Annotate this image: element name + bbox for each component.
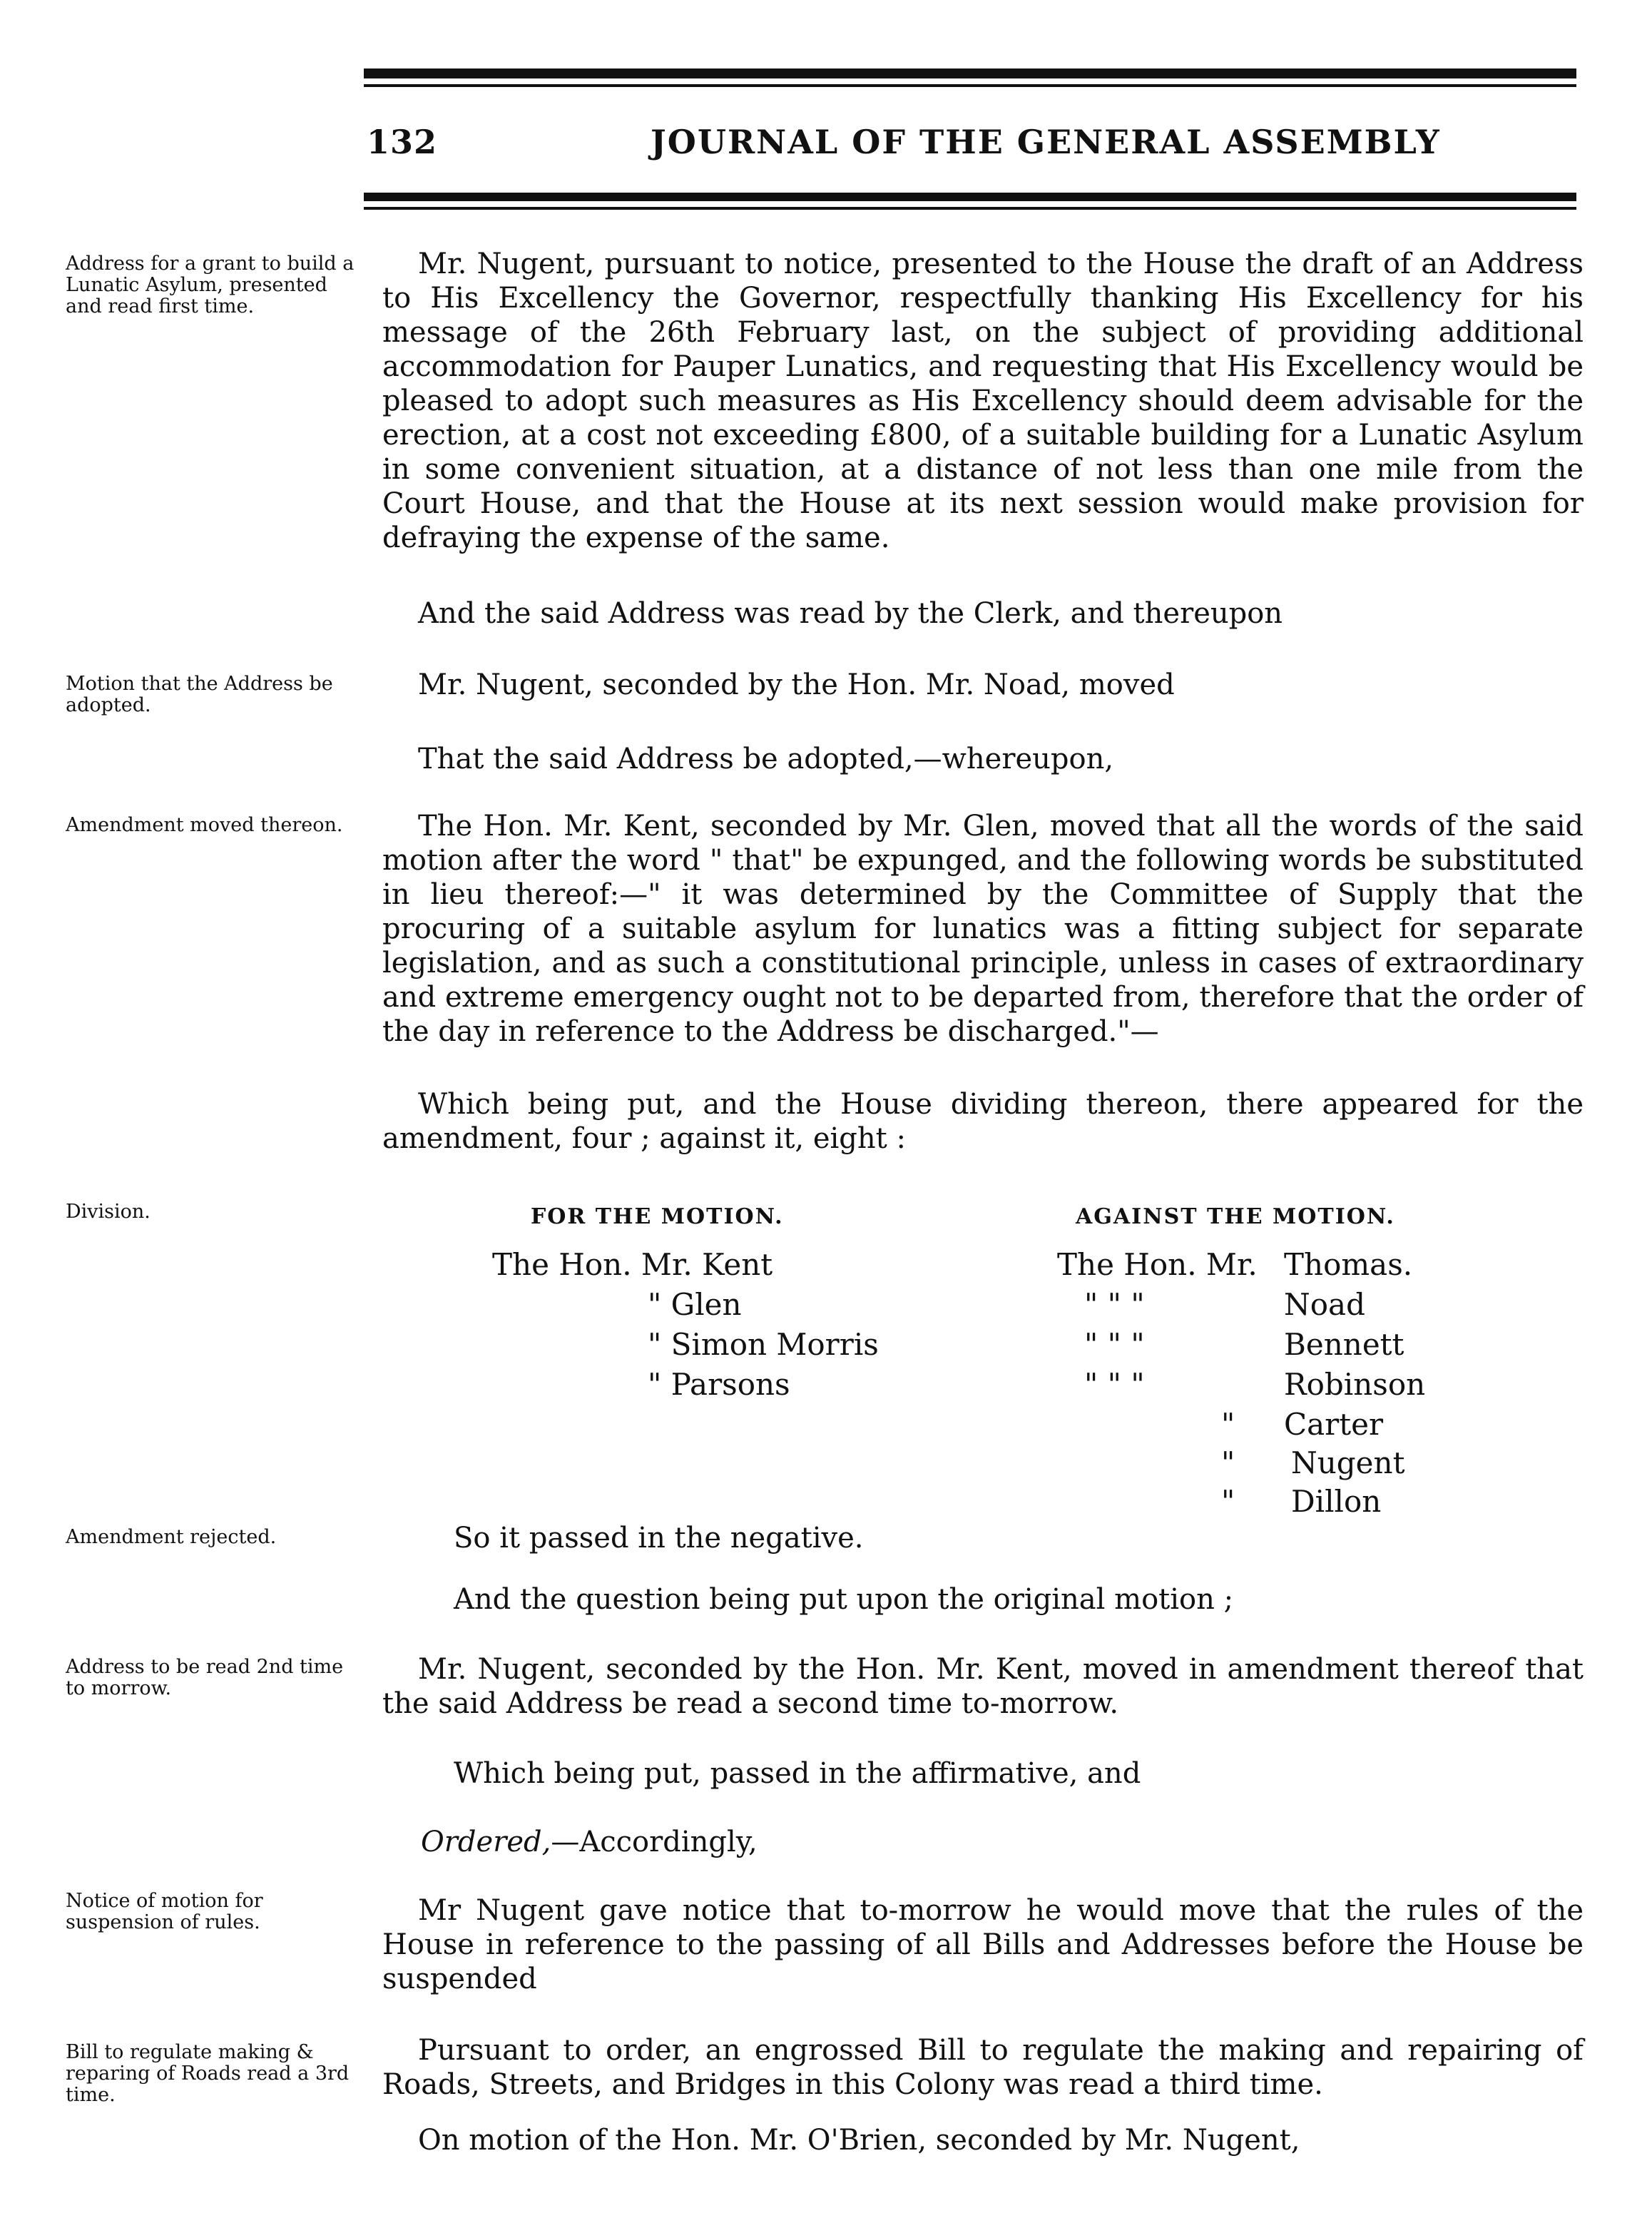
margin-note: Bill to regulate making & reparing of Roads read a 3rd time.	[66, 2041, 350, 2106]
division-against-prefix: The Hon. Mr.	[1057, 1247, 1258, 1282]
margin-note: Division.	[66, 1201, 151, 1223]
division-against-member: Carter	[1284, 1407, 1384, 1442]
division-against-heading: AGAINST THE MOTION.	[1076, 1204, 1395, 1229]
paragraph: Mr. Nugent, seconded by the Hon. Mr. Kent, moved in amendment thereof that the said Address be read a second time to-morrow.	[382, 1653, 1584, 1720]
division-against-prefix: "	[1221, 1484, 1235, 1519]
division-against-prefix: " " "	[1084, 1287, 1145, 1322]
paragraph: Which being put, and the House dividing thereon, there appeared for the amendment, four ; against it, eight :	[382, 1088, 1584, 1155]
paragraph: On motion of the Hon. Mr. O'Brien, seconded by Mr. Nugent,	[418, 2124, 1300, 2157]
header-rule-thin	[364, 207, 1576, 210]
division-against-member: Nugent	[1291, 1445, 1405, 1480]
division-against-member: Dillon	[1291, 1484, 1382, 1519]
division-against-member: Robinson	[1284, 1367, 1426, 1402]
division-against-prefix: "	[1221, 1445, 1235, 1480]
division-for-member: " Parsons	[648, 1367, 790, 1402]
margin-note: Amendment rejected.	[66, 1526, 277, 1548]
division-for-heading: FOR THE MOTION.	[531, 1204, 784, 1229]
paragraph: Pursuant to order, an engrossed Bill to regulate the making and repairing of Roads, Streets, and Bridges in this Colony was read a third time.	[382, 2034, 1584, 2101]
division-against-prefix: " " "	[1084, 1327, 1145, 1362]
page-number: 132	[367, 123, 438, 161]
margin-note: Address to be read 2nd time to morrow.	[66, 1656, 344, 1699]
margin-note: Motion that the Address be adopted.	[66, 673, 333, 716]
paragraph: That the said Address be adopted,—whereupon,	[418, 743, 1114, 775]
margin-note: Notice of motion for suspension of rules.	[66, 1890, 263, 1933]
paragraph: The Hon. Mr. Kent, seconded by Mr. Glen, moved that all the words of the said motion after the word " that" be expunged, and the following words be substituted in lieu thereof:—" it was determined by the Committee of Supply that the procuring of a suitable asylum for lunatics was a fitting subject for separate legislation, and as such a constitutional principle, unless in cases of extraordinary and extreme emergency ought not to be departed from, therefore that the order of the day in reference to the Address be discharged."—	[382, 810, 1584, 1048]
division-against-member: Noad	[1284, 1287, 1365, 1322]
ordered-rest: —Accordingly,	[551, 1826, 758, 1858]
paragraph: Mr Nugent gave notice that to-morrow he would move that the rules of the House in reference to the passing of all Bills and Addresses before the House be suspended	[382, 1894, 1584, 1995]
paragraph: So it passed in the negative.	[454, 1522, 864, 1555]
paragraph: Which being put, passed in the affirmative, and	[454, 1757, 1141, 1790]
header-rule	[364, 193, 1576, 201]
division-for-member: The Hon. Mr. Kent	[492, 1247, 773, 1282]
division-against-prefix: "	[1221, 1407, 1235, 1442]
top-rule-thin	[364, 84, 1576, 87]
division-against-member: Bennett	[1284, 1327, 1404, 1362]
ordered-italic: Ordered,	[421, 1826, 551, 1858]
division-for-member: " Simon Morris	[648, 1327, 879, 1362]
division-against-member: Thomas.	[1284, 1247, 1413, 1282]
running-head: JOURNAL OF THE GENERAL ASSEMBLY	[651, 123, 1441, 161]
margin-note: Address for a grant to build a Lunatic Asylum, presented and read first time.	[66, 253, 355, 317]
margin-note: Amendment moved thereon.	[66, 814, 343, 836]
top-rule	[364, 68, 1576, 78]
paragraph: Mr. Nugent, pursuant to notice, presented to the House the draft of an Address to His Excellency the Governor, respectfully thanking His Excellency for his message of the 26th February last, on the subject of providing additional accommodation for Pauper Lunatics, and requesting that His Excellency would be pleased to adopt such measures as His Excellency should deem advisable for the erection, at a cost not exceeding £800, of a suitable building for a Lunatic Asylum in some convenient situation, at a distance of not less than one mile from the Court House, and that the House at its next session would make provision for defraying the expense of the same.	[382, 248, 1584, 554]
paragraph: Mr. Nugent, seconded by the Hon. Mr. Noad, moved	[418, 668, 1175, 701]
paragraph: And the said Address was read by the Clerk, and thereupon	[418, 597, 1283, 630]
paragraph: And the question being put upon the original motion ;	[454, 1583, 1234, 1616]
division-for-member: " Glen	[648, 1287, 742, 1322]
division-against-prefix: " " "	[1084, 1367, 1145, 1402]
paragraph	[421, 1825, 758, 1859]
